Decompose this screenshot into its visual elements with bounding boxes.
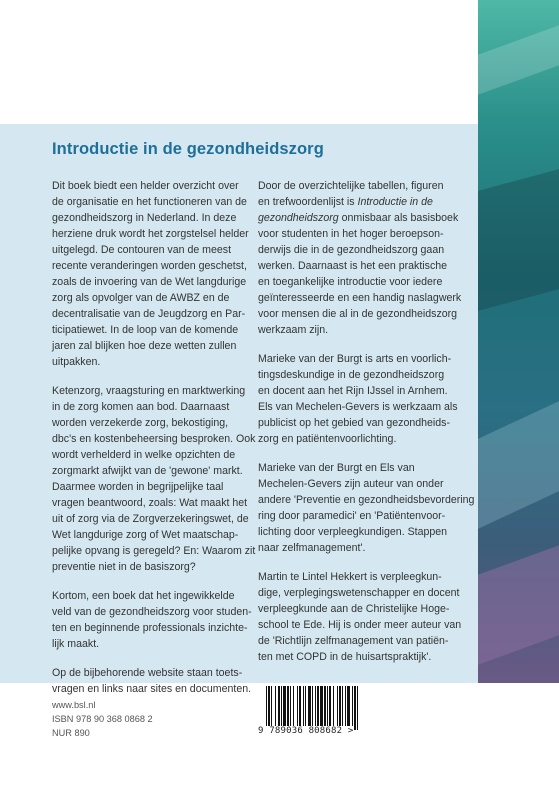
photo-shadow (478, 169, 559, 311)
right-paragraph-1-line-2: en trefwoordenlijst is Introductie in de (258, 196, 433, 208)
barcode-bar (339, 686, 341, 730)
barcode-bar (299, 686, 301, 730)
left-paragraph-4: Op de bijbehorende website staan toets- vragen en links naar sites en documenten. (52, 667, 252, 695)
barcode-bar (345, 686, 346, 730)
barcode-bar (347, 686, 350, 730)
nur-code: NUR 890 (52, 728, 90, 738)
barcode-bar (337, 686, 338, 730)
cover-photo-strip (478, 0, 559, 683)
isbn-text: ISBN 978 90 368 0868 2 (52, 714, 153, 724)
barcode-bar (293, 686, 294, 730)
barcode-bar (297, 686, 298, 730)
barcode-bar (290, 686, 291, 730)
book-title: Introductie in de gezondheidszorg (52, 140, 324, 158)
barcode-bar (278, 686, 280, 730)
photo-purple-fabric (478, 545, 559, 664)
barcode-bar (315, 686, 316, 730)
barcode-bar (303, 686, 304, 730)
left-paragraph-3: Kortom, een boek dat het ingewikkelde veld van de gezondheidszorg voor studen- ten en beginnende professionals inzichte- lijk maakt. (52, 590, 252, 650)
right-paragraph-1: Door de overzichtelijke tabellen, figuren en trefwoordenlijst is Introductie in de gezondheidszorg onmisbaar als basisboek voor studenten in het hoger beroepson- derwijs die in de gezondheidszorg gaan werken. Daarnaast is het een praktische en toegankelijke introductie voor iedere geïnteresseerde en een handig naslagwerk voor mensen die al in de gezondheidszorg werkzaam zijn. (258, 178, 467, 338)
barcode-bar (333, 686, 334, 730)
barcode-bar (305, 686, 306, 730)
barcode-bar (275, 686, 276, 730)
publisher-info (52, 698, 153, 740)
barcode-bar (352, 686, 353, 730)
book-title-italic: Introductie in de (357, 196, 433, 208)
barcode-bars (260, 686, 373, 730)
barcode-bar (320, 686, 323, 730)
top-white-area (0, 0, 478, 124)
barcode-digits: 9 789036 808682 > (258, 726, 354, 736)
right-paragraph-1-line-3: gezondheidszorg onmisbaar als basisboek (258, 212, 459, 224)
barcode-bar (324, 686, 326, 730)
barcode-bar (308, 686, 311, 730)
photo-highlight (478, 25, 559, 94)
website-url: www.bsl.nl (52, 700, 96, 710)
barcode-bar (317, 686, 319, 730)
right-column (258, 178, 475, 678)
barcode-bar (357, 686, 358, 730)
barcode-bar (342, 686, 343, 730)
barcode-bar (266, 686, 267, 730)
barcode-bar (283, 686, 286, 730)
barcode-bar (329, 686, 331, 730)
barcode-bar (281, 686, 282, 730)
barcode-bar (287, 686, 289, 730)
right-paragraph-4: Martin te Lintel Hekkert is verpleegkun- dige, verplegingswetenschapper en docent verpleegkunde aan de Christelijke Hoge- school te Ede. Hij is onder meer auteur van de 'Richtlijn zelfmanagement van patiën- ten met COPD in de huisartspraktijk'. (258, 571, 462, 663)
right-paragraph-3: Marieke van der Burgt en Els van Mechelen-Gevers zijn auteur van onder andere 'Preventie en gezondheidsbevordering ring door paramedici' en 'Patiëntenvoor- lichting door verpleegkundigen. Stappen naar zelfmanagement'. (258, 462, 475, 554)
barcode-bar (354, 686, 356, 730)
photo-highlight (478, 401, 559, 529)
barcode-bar (268, 686, 270, 730)
barcode-bar (327, 686, 328, 730)
right-paragraph-2: Marieke van der Burgt is arts en voorlich- tingsdeskundige in de gezondheidszorg en docent aan het Rijn IJssel in Arnhem. Els van Mechelen-Gevers is werkzaam als publicist op het gebied van gezondheids- zorg en patiëntenvoorlichting. (258, 353, 458, 445)
left-column (52, 178, 261, 710)
left-paragraph-2: Ketenzorg, vraagsturing en marktwerking in de zorg komen aan bod. Daarnaast worden verzekerde zorg, bekostiging, dbc's en kostenbeheersing besproken. Ook wordt verhelderd in welke opzichten de zorgmarkt afwijkt van de 'gewone' markt. Daarmee worden in begrijpelijke taal vragen beantwoord, zoals: Wat maakt het uit of zorg via de Zorgverzekeringswet, de Wet langdurige zorg of Wet maatschap- pelijke opvang is geregeld? En: Waarom zit preventie niet in de basiszorg? (52, 385, 256, 573)
barcode-bar (312, 686, 313, 730)
barcode-bar (271, 686, 272, 730)
left-paragraph-1: Dit boek biedt een helder overzicht over de organisatie en het functioneren van de gezondheidszorg in Nederland. In deze herziene druk wordt het zorgstelsel helder uitgelegd. De contouren van de meest recente veranderingen worden geschetst, zoals de invoering van de Wet langdurige zorg als opvolger van de AWBZ en de decentralisatie van de Jeugdzorg en Par- ticipatiewet. In de loop van de komende jaren zal blijken hoe deze wetten zullen uitpakken. (52, 180, 249, 368)
